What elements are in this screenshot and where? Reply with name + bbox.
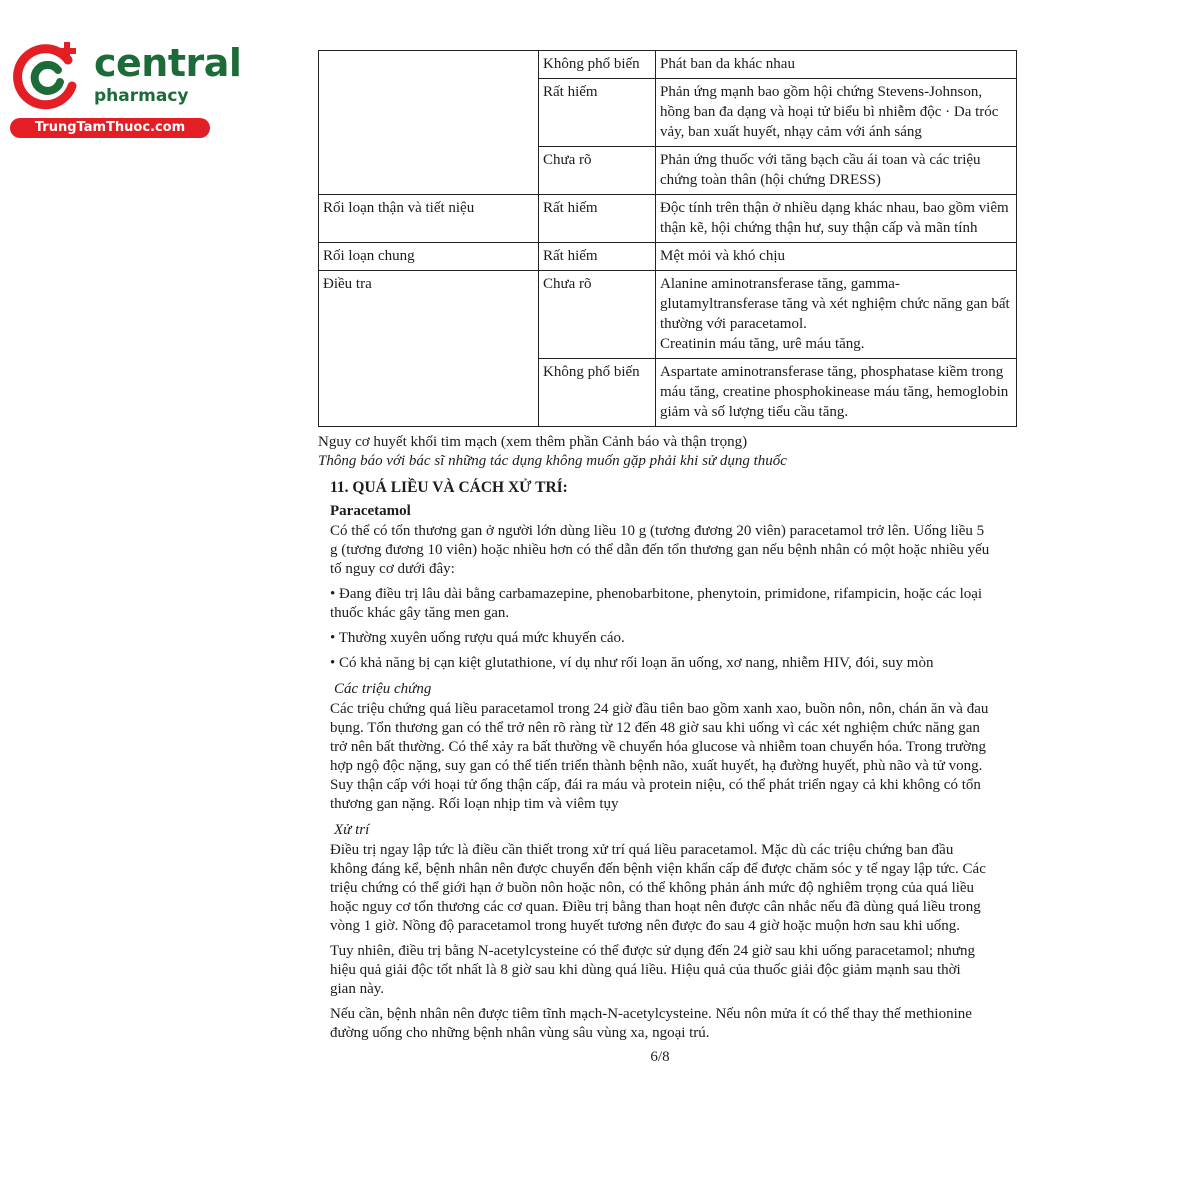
- table-cell-frequency: Rất hiếm: [539, 195, 656, 243]
- treatment-paragraph: Tuy nhiên, điều trị bằng N-acetylcysteine có thể được sử dụng đến 24 giờ sau khi uống paracetamol; nhưng hiệu quả giải độc tốt nhất là 8 giờ sau khi dùng quá liều. Hiệu quả của thuốc giải độc giảm mạnh sau thời gian này.: [330, 943, 975, 997]
- list-item: • Đang điều trị lâu dài bằng carbamazepine, phenobarbitone, phenytoin, primidone, rifampicin, hoặc các loại thuốc khác gây tăng men gan.: [330, 586, 983, 621]
- list-item: • Có khả năng bị cạn kiệt glutathione, ví dụ như rối loạn ăn uống, xơ nang, nhiễm HIV, đói, suy mòn: [330, 655, 934, 671]
- logo-website-band: TrungTamThuoc.com: [10, 118, 210, 138]
- table-cell-effect: [656, 271, 1017, 359]
- pharmacy-logo-icon: [10, 38, 84, 112]
- symptoms-heading: Các triệu chứng: [334, 681, 432, 697]
- table-row: [319, 243, 1017, 271]
- effect-text: Alanine aminotransferase tăng, gamma-glutamyltransferase tăng và xét nghiệm chức năng gan bất thường với paracetamol.: [660, 276, 1010, 332]
- logo-subtitle: pharmacy: [94, 86, 189, 106]
- symptoms-paragraph: Các triệu chứng quá liều paracetamol trong 24 giờ đầu tiên bao gồm xanh xao, buồn nôn, nôn, chán ăn và đau bụng. Tổn thương gan có thể trở nên rõ ràng từ 12 đến 48 giờ sau khi uống vì các xét nghiệm chức năng gan trở nên bất thường. Có thể xảy ra bất thường về chuyển hóa glucose và nhiễm toan chuyển hóa. Trong trường hợp ngộ độc nặng, suy gan có thể tiến triển thành bệnh não, xuất huyết, hạ đường huyết, phù não và tử vong. Suy thận cấp với hoại tử ống thận cấp, đái ra máu và protein niệu, có thể phát triển ngay cả khi không có tổn thương gan nặng. Rối loạn nhịp tim và viêm tụy: [330, 701, 989, 812]
- table-row: [319, 195, 1017, 243]
- table-cell-system: Rối loạn chung: [319, 243, 539, 271]
- treatment-paragraph: Nếu cần, bệnh nhân nên được tiêm tĩnh mạch-N-acetylcysteine. Nếu nôn mửa ít có thể thay thế methionine đường uống cho những bệnh nhân vùng sâu vùng xa, ngoại trú.: [330, 1006, 972, 1041]
- document-page: [318, 50, 1018, 1066]
- paracetamol-heading: Paracetamol: [330, 503, 411, 519]
- table-cell-frequency: Không phổ biến: [539, 51, 656, 79]
- logo-wordmark: central: [94, 41, 242, 85]
- effect-text-secondary: Creatinin máu tăng, urê máu tăng.: [660, 336, 865, 352]
- table-cell-effect: Aspartate aminotransferase tăng, phosphatase kiềm trong máu tăng, creatine phosphokinease máu tăng, hemoglobin giảm và số lượng tiểu cầu tăng.: [656, 359, 1017, 427]
- treatment-heading: Xử trí: [334, 822, 370, 838]
- table-cell-system: [319, 51, 539, 195]
- table-cell-effect: Độc tính trên thận ở nhiều dạng khác nhau, bao gồm viêm thận kẽ, hội chứng thận hư, suy thận cấp và mãn tính: [656, 195, 1017, 243]
- central-pharmacy-logo: [10, 38, 242, 138]
- table-row: [319, 271, 1017, 359]
- table-cell-frequency: Chưa rõ: [539, 271, 656, 359]
- table-cell-frequency: Rất hiếm: [539, 243, 656, 271]
- adverse-effects-table: [318, 50, 1017, 427]
- overdose-paragraph: Có thể có tổn thương gan ở người lớn dùng liều 10 g (tương đương 20 viên) paracetamol trở lên. Uống liều 5 g (tương đương 10 viên) hoặc nhiều hơn có thể dẫn đến tổn thương gan nếu bệnh nhân có một hoặc nhiều yếu tố nguy cơ dưới đây:: [330, 523, 990, 577]
- page-number: 6/8: [650, 1049, 670, 1065]
- section-title: 11. QUÁ LIỀU VÀ CÁCH XỬ TRÍ:: [330, 479, 568, 496]
- table-cell-effect: Phản ứng mạnh bao gồm hội chứng Stevens-Johnson, hồng ban đa dạng và hoại tử biểu bì nhiễm độc · Da tróc vảy, ban xuất huyết, nhạy cảm với ánh sáng: [656, 79, 1017, 147]
- table-cell-effect: Mệt mỏi và khó chịu: [656, 243, 1017, 271]
- table-cell-system: Điều tra: [319, 271, 539, 427]
- report-to-doctor-note: Thông báo với bác sĩ những tác dụng không muốn gặp phải khi sử dụng thuốc: [318, 453, 787, 469]
- cardiovascular-risk-note: Nguy cơ huyết khối tim mạch (xem thêm phần Cảnh báo và thận trọng): [318, 434, 748, 450]
- table-cell-system: Rối loạn thận và tiết niệu: [319, 195, 539, 243]
- table-cell-effect: Phát ban da khác nhau: [656, 51, 1017, 79]
- table-cell-frequency: Chưa rõ: [539, 147, 656, 195]
- table-row: [319, 51, 1017, 79]
- list-item: • Thường xuyên uống rượu quá mức khuyến cáo.: [330, 630, 625, 646]
- treatment-paragraph: Điều trị ngay lập tức là điều cần thiết trong xử trí quá liều paracetamol. Mặc dù các triệu chứng ban đầu không đáng kể, bệnh nhân nên được chuyển đến bệnh viện khẩn cấp để được chăm sóc y tế ngay lập tức. Các triệu chứng có thể giới hạn ở buồn nôn hoặc nôn, có thể không phản ánh mức độ nghiêm trọng của quá liều hoặc nguy cơ tổn thương các cơ quan. Điều trị bằng than hoạt nên được cân nhắc nếu đã dùng quá liều trong vòng 1 giờ. Nồng độ paracetamol trong huyết tương nên được đo sau 4 giờ hoặc muộn hơn sau khi uống.: [330, 842, 986, 934]
- table-cell-frequency: Rất hiếm: [539, 79, 656, 147]
- table-cell-effect: Phản ứng thuốc với tăng bạch cầu ái toan và các triệu chứng toàn thân (hội chứng DRESS): [656, 147, 1017, 195]
- table-cell-frequency: Không phổ biến: [539, 359, 656, 427]
- overdose-section: [330, 503, 990, 1066]
